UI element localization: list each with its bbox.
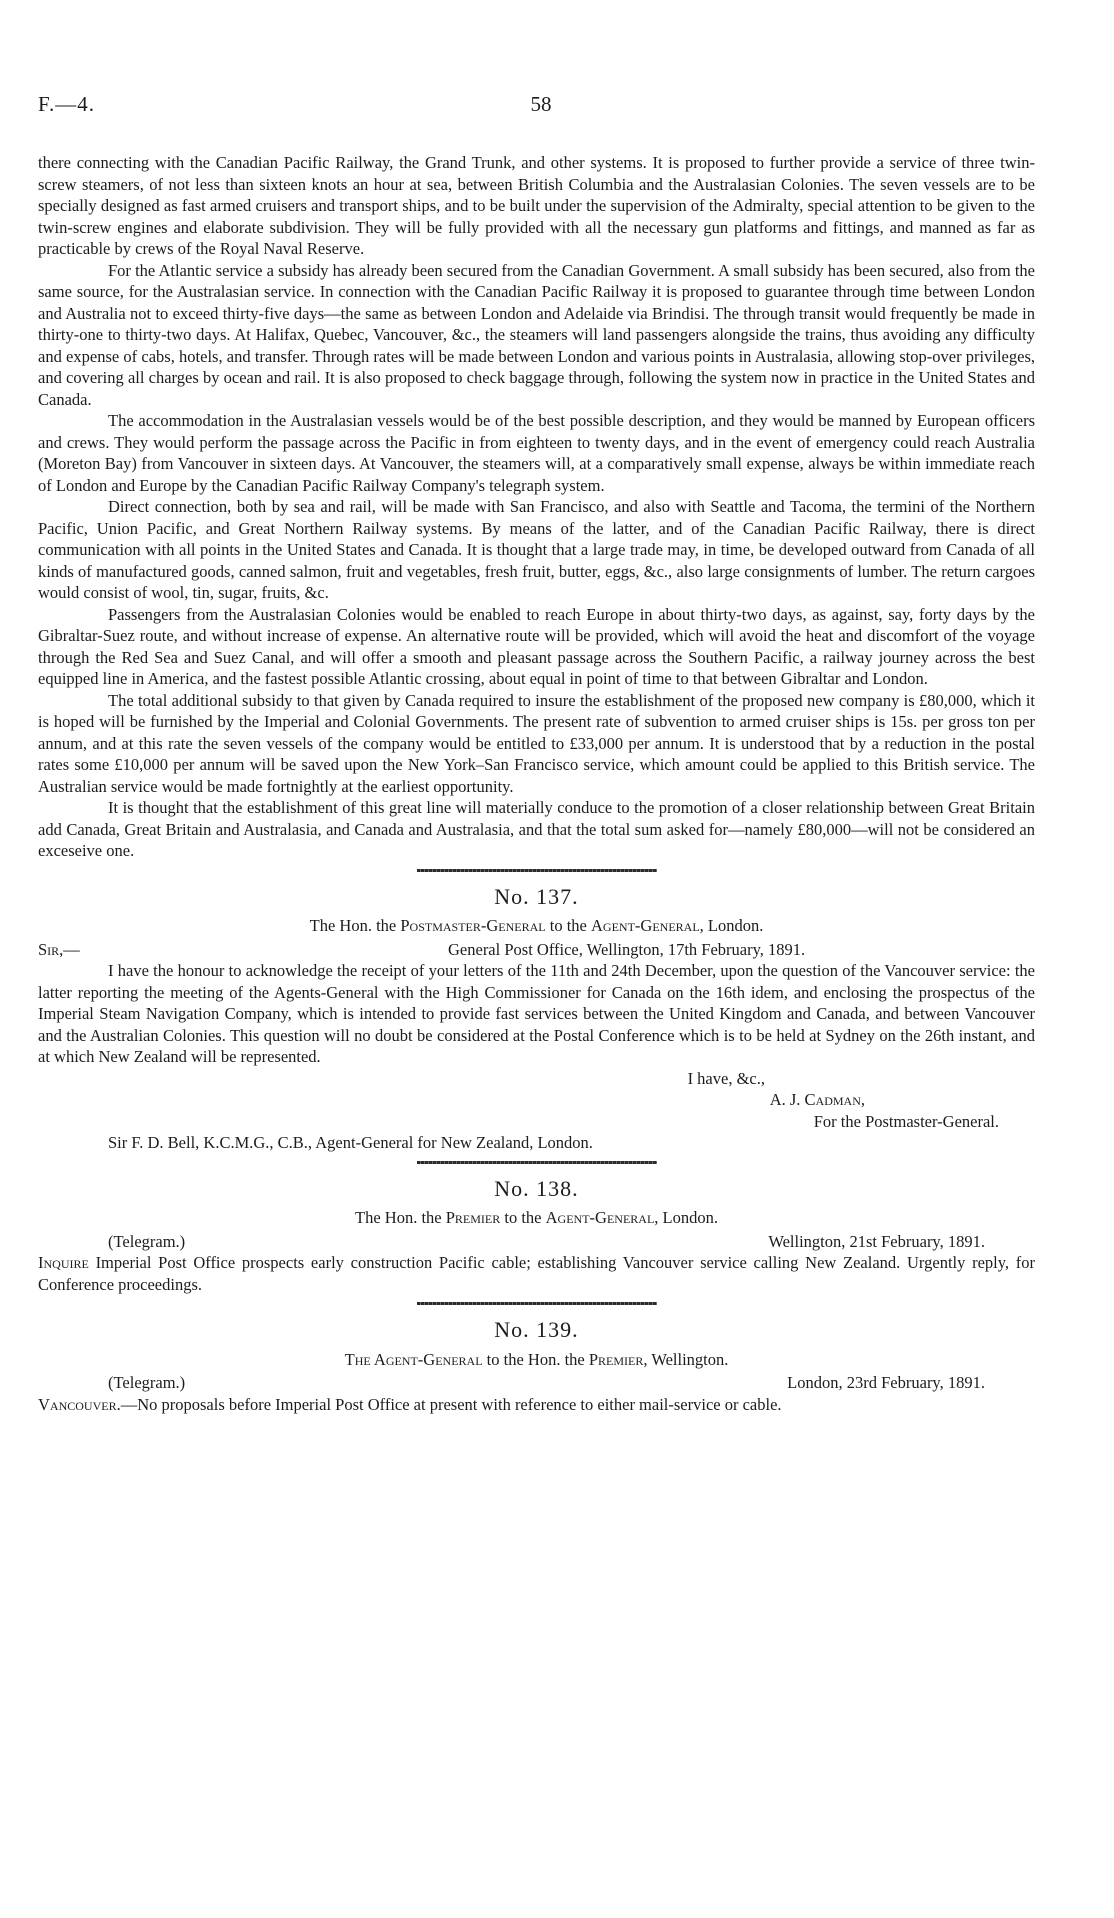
route-hon: The Hon. the bbox=[355, 1208, 442, 1227]
document-number-137: No. 137. bbox=[494, 883, 579, 909]
telegram-row bbox=[38, 1231, 1035, 1253]
document-number-139: No. 139. bbox=[494, 1317, 579, 1342]
route-to: Agent-General bbox=[591, 916, 700, 935]
route-from: Postmaster-General bbox=[400, 916, 546, 935]
page-number: 58 bbox=[530, 92, 552, 116]
route-place: , Wellington. bbox=[643, 1349, 729, 1369]
paragraph: The total additional subsidy to that given by Canada required to insure the establishment of the proposed new company is £80,000, which it is hoped will be furnished by the Imperial and Colonial Governments. The present rate of subvention to armed cruiser ships is 15s. per gross ton per annum, and at this rate the seven vessels of the company would be entitled to £33,000 per annum. It is understood that by a reduction in the postal rates some £10,000 per annum will be saved upon the New York–San Francisco service, which amount could be applied to this British service. The Australian service would be made fortnightly at the earliest opportunity. bbox=[38, 690, 1035, 796]
section-divider bbox=[417, 1161, 657, 1164]
telegram-text: .—No proposals before Imperial Post Office at present with reference to either mail-service or cable. bbox=[116, 1394, 782, 1414]
telegram-text: Imperial Post Office prospects early construction Pacific cable; establishing Vancouver service calling New Zealand. Urgently reply, for Conference proceedings. bbox=[38, 1253, 1036, 1294]
route-from: The Agent-General bbox=[344, 1349, 483, 1369]
paragraph: For the Atlantic service a subsidy has already been secured from the Canadian Government. A small subsidy has been secured, also from the same source, for the Australasian service. In connection with the Canadian Pacific Railway it is proposed to guarantee through time between London and Australia not to exceed thirty-five days—the same as between London and Adelaide via Brindisi. The through transit would frequently be made in thirty-one to thirty-two days. At Halifax, Quebec, Vancouver, &c., the steamers will land passengers alongside the trains, thus avoiding any difficulty and expense of cabs, hotels, and transfer. Through rates will be made between London and various points in Australasia, allowing stop-over privileges, and covering all charges by ocean and rail. It is also proposed to check baggage through, following the system now in practice in the United States and Canada. bbox=[38, 260, 1035, 409]
dateline: London, 23rd February, 1891. bbox=[787, 1373, 985, 1392]
page-header bbox=[38, 92, 1044, 122]
section-divider bbox=[417, 869, 657, 872]
dateline: General Post Office, Wellington, 17th February, 1891. bbox=[448, 939, 806, 959]
route-to-word: to the Hon. the bbox=[486, 1349, 585, 1369]
signatory-role: For the Postmaster-General. bbox=[813, 1111, 999, 1131]
route-from: Premier bbox=[445, 1208, 501, 1227]
signatory: A. J. Cadman, bbox=[769, 1090, 865, 1109]
route-place: , London. bbox=[699, 916, 764, 935]
letter-body: I have the honour to acknowledge the receipt of your letters of the 11th and 24th December, upon the question of the Vancouver service: the latter reporting the meeting of the Agents-General with the High Commissioner for Canada on the 16th idem, and enclosing the prospectus of the Imperial Steam Navigation Company, which is intended to provide fast services between the United Kingdom and Canada, and between Vancouver and the Australian Colonies. This question will no doubt be considered at the Postal Conference which is to be held at Sydney on the 26th instant, and at which New Zealand will be represented. bbox=[38, 961, 1035, 1066]
document-reference: F.—4. bbox=[38, 92, 95, 116]
paragraph: The accommodation in the Australasian vessels would be of the best possible description, and they would be manned by European officers and crews. They would perform the passage across the Pacific in from eighteen to twenty days, and in the event of emergency could reach Australia (Moreton Bay) from Vancouver in sixteen days. At Vancouver, the steamers will, at a comparatively small expense, always be within immediate reach of London and Europe by the Canadian Pacific Railway Company's telegraph system. bbox=[38, 411, 1035, 495]
correspondence-route bbox=[38, 915, 1035, 937]
paragraph: Passengers from the Australasian Colonies would be enabled to reach Europe in about thirty-two days, as against, say, forty days by the Gibraltar-Suez route, and without increase of expense. An alternative route will be provided, which will avoid the heat and discomfort of the voyage through the Red Sea and Suez Canal, and will offer a smooth and pleasant passage across the Southern Pacific, a railway journey across the best equipped line in America, and the fastest possible Atlantic crossing, about equal in point of time to that between Gibraltar and London. bbox=[38, 604, 1035, 688]
telegram-row bbox=[38, 1372, 1035, 1394]
route-to-word: to the bbox=[504, 1208, 542, 1227]
telegram-lead-word: Inquire bbox=[38, 1253, 89, 1272]
body-text bbox=[38, 152, 1035, 1415]
route-to: Premier bbox=[588, 1349, 644, 1369]
document-number-138: No. 138. bbox=[494, 1175, 579, 1201]
route-place: , London. bbox=[654, 1208, 718, 1227]
paragraph: It is thought that the establishment of this great line will materially conduce to the promotion of a closer relationship between Great Britain add Canada, Great Britain and Australasia, and Canada and Australasia, and that the total sum asked for—namely £80,000—will not be considered an exceseive one. bbox=[38, 798, 1035, 860]
correspondence-route bbox=[38, 1349, 1035, 1371]
closing: I have, &c., bbox=[687, 1068, 765, 1088]
addressee: Sir F. D. Bell, K.C.M.G., C.B., Agent-General for New Zealand, London. bbox=[108, 1133, 593, 1152]
route-hon: The Hon. the bbox=[309, 916, 397, 935]
salutation-row bbox=[38, 939, 1035, 961]
route-to-word: to the bbox=[549, 916, 587, 935]
message-type: (Telegram.) bbox=[108, 1231, 186, 1251]
salutation: Sir,— bbox=[38, 939, 80, 959]
message-type: (Telegram.) bbox=[108, 1373, 186, 1392]
section-divider bbox=[417, 1302, 657, 1305]
telegram-lead-word: Vancouver bbox=[38, 1394, 117, 1414]
dateline: Wellington, 21st February, 1891. bbox=[768, 1231, 985, 1251]
paragraph: there connecting with the Canadian Pacific Railway, the Grand Trunk, and other systems. It is proposed to further provide a service of three twin-screw steamers, of not less than sixteen knots an hour at sea, between British Columbia and the Australasian Colonies. The seven vessels are to be specially designed as fast armed cruisers and transport ships, and to be built under the supervision of the Admiralty, special attention to be given to the twin-screw engines and elaborate subdivision. They will be fully provided with all the necessary gun platforms and fittings, and manned as far as practicable by crews of the Royal Naval Reserve. bbox=[38, 153, 1035, 258]
route-to: Agent-General bbox=[545, 1208, 655, 1227]
paragraph: Direct connection, both by sea and rail, will be made with San Francisco, and also with Seattle and Tacoma, the termini of the Northern Pacific, Union Pacific, and Great Northern Railway systems. By means of the latter, and of the Canadian Pacific Railway, there is direct communication with all points in the United States and Canada. It is thought that a large trade may, in time, be developed outward from Canada of all kinds of manufactured goods, canned salmon, fruit and vegetables, fresh fruit, butter, eggs, &c., also large consignments of lumber. The return cargoes would consist of wool, tin, sugar, fruits, &c. bbox=[38, 497, 1035, 602]
correspondence-route bbox=[38, 1207, 1035, 1229]
telegram-body bbox=[38, 1394, 1035, 1416]
telegram-body bbox=[38, 1252, 1035, 1295]
